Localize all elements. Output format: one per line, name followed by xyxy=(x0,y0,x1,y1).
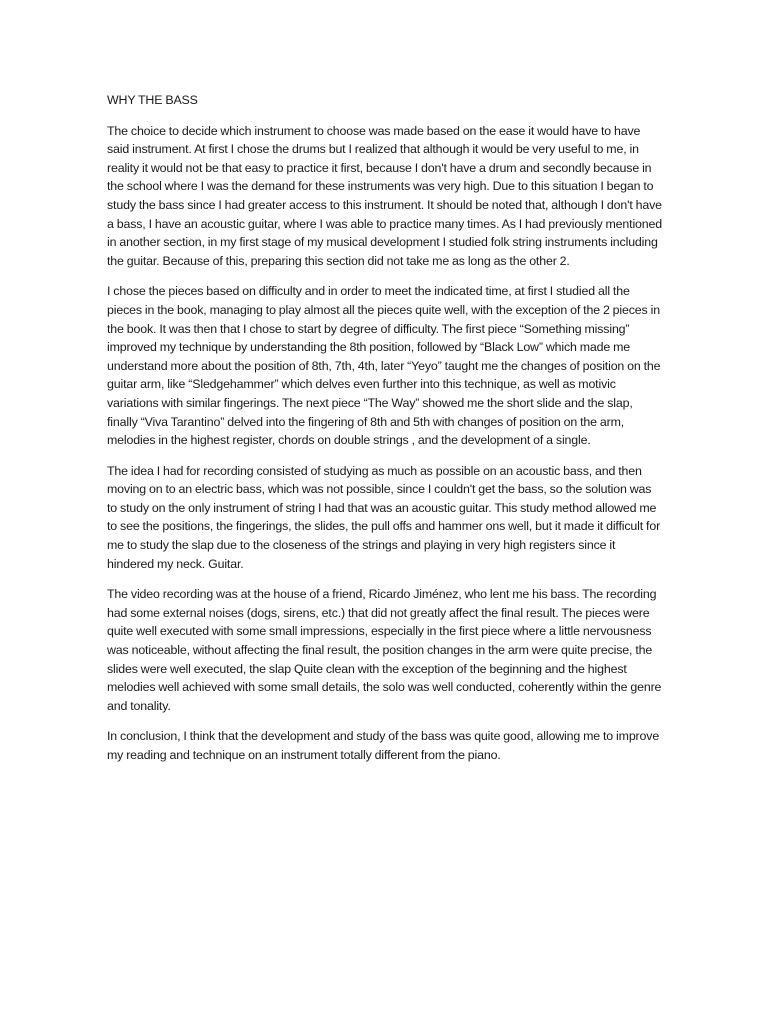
paragraph-5: In conclusion, I think that the development and study of the bass was quite good, allowing me to improve my reading and technique on an instrument totally different from the piano. xyxy=(107,729,660,762)
paragraph-1: The choice to decide which instrument to choose was made based on the ease it would have to have said instrument. At first I chose the drums but I realized that although it would be very useful to me, in reality it would not be that easy to practice it first, because I don't have a drum and secondly because in the school where I was the demand for these instruments was very high. Due to this situation I began to study the bass since I had greater access to this instrument. It should be noted that, although I don't have a bass, I have an acoustic guitar, where I was able to practice many times. As I had previously mentioned in another section, in my first stage of my musical development I studied folk string instruments including the guitar. Because of this, preparing this section did not take me as long as the other 2. xyxy=(107,123,663,268)
paragraph-4: The video recording was at the house of a friend, Ricardo Jiménez, who lent me his bass. The recording had some external noises (dogs, sirens, etc.) that did not greatly affect the final result. The pieces were quite well executed with some small impressions, especially in the first piece where a little nervousness was noticeable, without affecting the final result, the position changes in the arm were quite precise, the slides were well executed, the slap Quite clean with the exception of the beginning and the highest melodies well achieved with some small details, the solo was well conducted, coherently within the genre and tonality. xyxy=(107,587,662,713)
paragraph-2: I chose the pieces based on difficulty and in order to meet the indicated time, at first I studied all the pieces in the book, managing to play almost all the pieces quite well, with the exception of the 2 pieces in the book. It was then that I chose to start by degree of difficulty. The first piece “Something missing” improved my technique by understanding the 8th position, followed by “Black Low” which made me understand more about the position of 8th, 7th, 4th, later “Yeyo” taught me the changes of position on the guitar arm, like “Sledgehammer” which delves even further into this technique, as well as motivic variations with similar fingerings. The next piece “The Way” showed me the short slide and the slap, finally “Viva Tarantino” delved into the fingering of 8th and 5th with changes of position on the arm, melodies in the highest register, chords on double strings , and the development of a single. xyxy=(107,284,661,448)
document-page xyxy=(107,91,663,777)
document-title: WHY THE BASS xyxy=(107,93,198,107)
paragraph-3: The idea I had for recording consisted of studying as much as possible on an acoustic bass, and then moving on to an electric bass, which was not possible, since I couldn't get the bass, so the solution was to study on the only instrument of string I had that was an acoustic guitar. This study method allowed me to see the positions, the fingerings, the slides, the pull offs and hammer ons well, but it made it difficult for me to study the slap due to the closeness of the strings and playing in very high registers since it hindered my neck. Guitar. xyxy=(107,463,661,571)
